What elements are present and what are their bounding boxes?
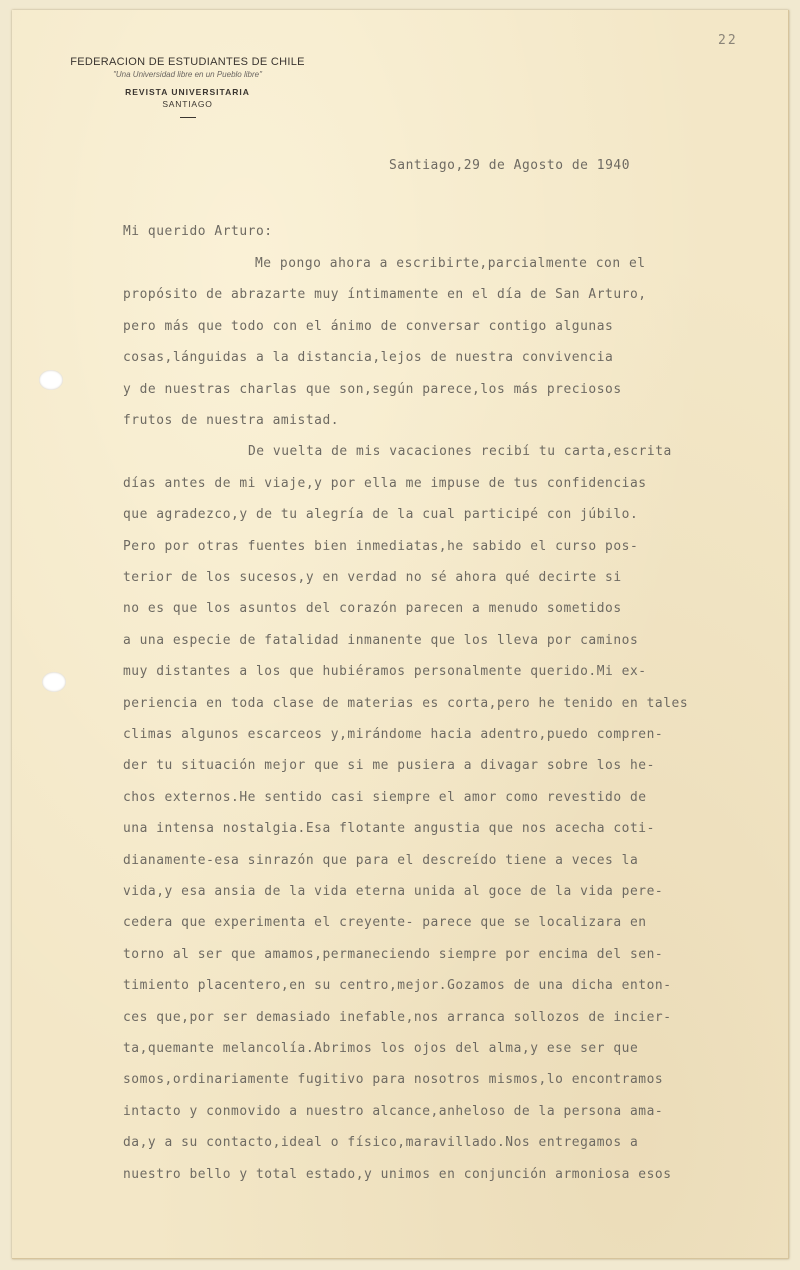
- body-line: climas algunos escarceos y,mirándome hacia adentro,puedo compren-: [123, 727, 664, 742]
- body-line: periencia en toda clase de materias es corta,pero he tenido en tales: [123, 695, 689, 711]
- body-line: y de nuestras charlas que son,según parece,los más preciosos: [123, 381, 622, 397]
- body-line: no es que los asuntos del corazón parecen a menudo sometidos: [123, 601, 622, 617]
- letterhead: [60, 55, 315, 118]
- letterhead-publication: REVISTA UNIVERSITARIA: [125, 87, 250, 97]
- body-line: una intensa nostalgia.Esa flotante angustia que nos acecha coti-: [123, 821, 655, 837]
- body-line: frutos de nuestra amistad.: [123, 413, 340, 428]
- body-line: ta,quemante melancolía.Abrimos los ojos del alma,y ese ser que: [123, 1041, 639, 1056]
- salutation: Mi querido Arturo:: [123, 224, 273, 239]
- body-line: terior de los sucesos,y en verdad no sé ahora qué decirte si: [123, 570, 622, 585]
- body-line: días antes de mi viaje,y por ella me impuse de tus confidencias: [123, 475, 647, 491]
- body-line: cedera que experimenta el creyente- parece que se localizara en: [123, 915, 647, 931]
- punch-hole-upper: [39, 370, 63, 390]
- letterhead-organization: FEDERACION DE ESTUDIANTES DE CHILE: [70, 56, 305, 68]
- body-line: chos externos.He sentido casi siempre el amor como revestido de: [123, 789, 647, 805]
- body-line: Me pongo ahora a escribirte,parcialmente con el: [255, 256, 646, 271]
- body-line: somos,ordinariamente fugitivo para nosotros mismos,lo encontramos: [123, 1072, 664, 1088]
- body-line: vida,y esa ansia de la vida eterna unida al goce de la vida pere-: [123, 884, 664, 899]
- punch-hole-lower: [42, 672, 66, 692]
- body-line: ces que,por ser demasiado inefable,nos arranca sollozos de incier-: [123, 1009, 672, 1025]
- letterhead-motto: "Una Universidad libre en un Pueblo libre": [113, 70, 262, 79]
- body-line: cosas,lánguidas a la distancia,lejos de nuestra convivencia: [123, 350, 614, 366]
- date-line: Santiago,29 de Agosto de 1940: [389, 158, 631, 173]
- page-number: 22: [718, 33, 738, 48]
- body-line: propósito de abrazarte muy íntimamente en el día de San Arturo,: [123, 287, 647, 303]
- body-line: a una especie de fatalidad inmanente que los lleva por caminos: [123, 632, 639, 648]
- body-line: Pero por otras fuentes bien inmediatas,he sabido el curso pos-: [123, 538, 639, 554]
- body-line: nuestro bello y total estado,y unimos en conjunción armoniosa esos: [123, 1166, 672, 1182]
- body-line: der tu situación mejor que si me pusiera a divagar sobre los he-: [123, 758, 655, 774]
- body-line: dianamente-esa sinrazón que para el descreído tiene a veces la: [123, 852, 639, 868]
- body-line: da,y a su contacto,ideal o físico,maravillado.Nos entregamos a: [123, 1135, 639, 1151]
- body-line: torno al ser que amamos,permaneciendo siempre por encima del sen-: [123, 946, 664, 962]
- body-line: De vuelta de mis vacaciones recibí tu carta,escrita: [248, 444, 672, 460]
- body-line: pero más que todo con el ánimo de conversar contigo algunas: [123, 318, 614, 334]
- body-line: timiento placentero,en su centro,mejor.Gozamos de una dicha enton-: [123, 978, 672, 994]
- body-line: que agradezco,y de tu alegría de la cual participé con júbilo.: [123, 507, 639, 523]
- body-line: muy distantes a los que hubiéramos personalmente querido.Mi ex-: [123, 664, 647, 680]
- letterhead-rule: [180, 117, 196, 118]
- body-line: intacto y conmovido a nuestro alcance,anheloso de la persona ama-: [123, 1103, 664, 1119]
- letterhead-city: SANTIAGO: [162, 99, 213, 109]
